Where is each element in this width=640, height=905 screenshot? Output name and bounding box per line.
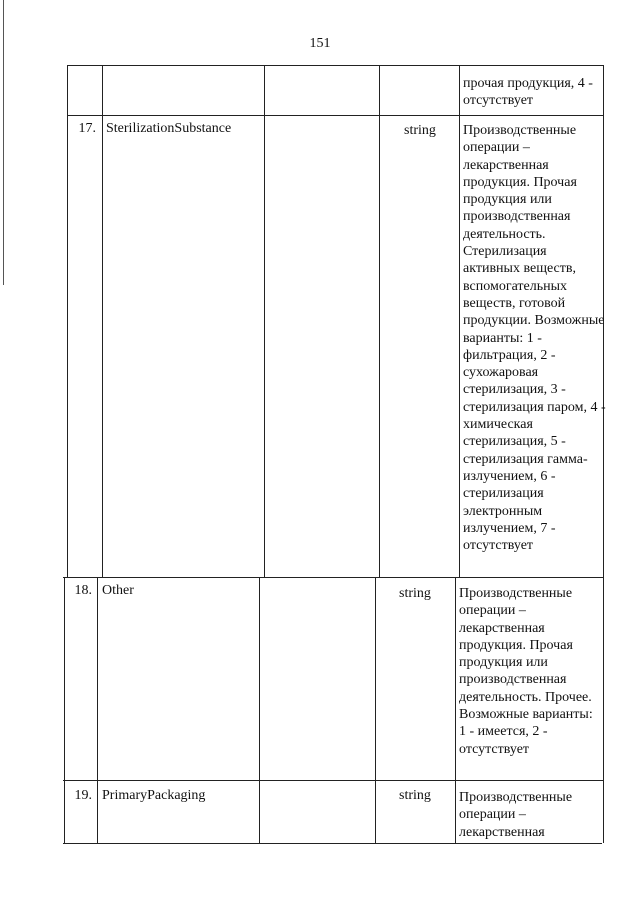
column-divider [375, 577, 376, 844]
table-cell-field-name: SterilizationSubstance [106, 121, 232, 136]
table-cell-description: Производственные операции – лекарственная продукция. Прочая продукция или производственная деятельность. Прочее. Возможные варианты: 1 - имеется, 2 - отсутствует [459, 586, 593, 757]
column-divider [264, 65, 265, 577]
column-divider [455, 577, 456, 844]
table-cell-field-name: Other [102, 583, 134, 598]
table-cell-number: 17. [78, 121, 96, 136]
column-divider [459, 65, 460, 577]
table-cell-field-name: PrimaryPackaging [102, 788, 206, 803]
row-divider [63, 780, 603, 781]
column-divider [97, 577, 98, 844]
row-divider [63, 577, 603, 578]
table-cell-type: string [404, 123, 436, 138]
row-divider [67, 115, 603, 116]
table-border-bottom [63, 843, 602, 844]
table-cell-number: 19. [74, 788, 92, 803]
column-divider [259, 577, 260, 844]
table-cell-type: string [399, 586, 431, 601]
column-divider [102, 65, 103, 577]
page-number: 151 [309, 36, 331, 51]
table-cell-number: 18. [74, 583, 92, 598]
column-divider [379, 65, 380, 577]
table-cell-type: string [399, 788, 431, 803]
table-cell-description: Производственные операции – лекарственная продукция. Прочая продукция или производственная деятельность. Стерилизация активных веществ, вспомогательных веществ, готовой продукции. Возможные варианты: 1 - фильтрация, 2 - сухожаровая стерилизация, 3 - стерилизация паром, 4 - химическая стерилизация, 5 - стерилизация гамма-излучением, 6 - стерилизация электронным излучением, 7 - отсутствует [463, 123, 606, 554]
table-cell-description: Производственные операции – лекарственная [459, 790, 573, 840]
table-cell-description: прочая продукция, 4 - отсутствует [463, 76, 593, 109]
table-border-top [67, 65, 603, 66]
column-divider [67, 65, 68, 577]
